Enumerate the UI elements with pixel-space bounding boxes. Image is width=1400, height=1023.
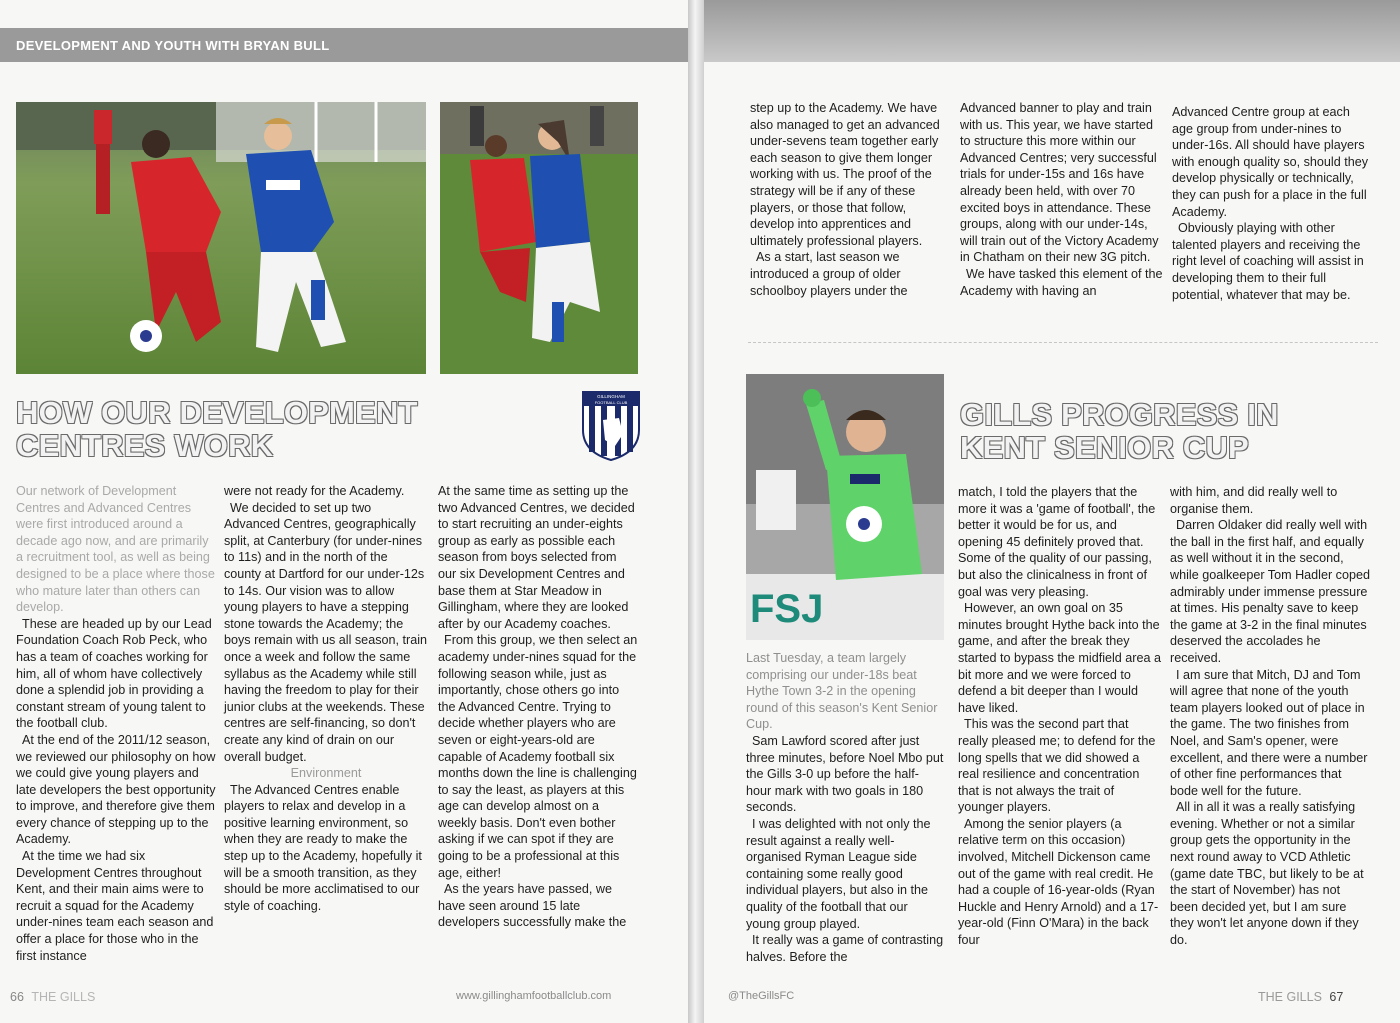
paragraph: All in all it was a really satisfying evening. Whether or not a similar group gets the opportunity in the next round away to VCD Athletic (game date TBC, but likely to be at the start of November) has not been decided yet, but I am sure they won't let anyone down if they do. — [1170, 800, 1364, 948]
paragraph: At the end of the 2011/12 season, we reviewed our philosophy on how we could give young players and late developers the best opportunity to improve, and therefore give them every chance of stepping up to the Academy. — [16, 732, 216, 847]
paragraph: As a start, last season we introduced a group of older schoolboy players under the — [750, 250, 908, 298]
right-bottom-column-1 — [746, 650, 944, 965]
section-title: DEVELOPMENT AND YOUTH WITH BRYAN BULL — [16, 38, 330, 53]
right-footer-mag: THE GILLS — [1258, 990, 1322, 1004]
development-headline — [16, 396, 418, 462]
paragraph: Advanced banner to play and train with us. This year, we have started to structure this more within our Advanced Centres; very successful trials for under-15s and 16s have already been held, with over 70 excited boys in attendance. These groups, along with our under-14s, will train out of the Victory Academy in Chatham on their new 3G pitch. — [960, 101, 1159, 265]
right-top-column-1 — [750, 100, 950, 299]
paragraph: Last Tuesday, a team largely comprising our under-18s beat Hythe Town 3-2 in the opening round of this season's Kent Senior Cup. — [746, 651, 938, 732]
paragraph: These are headed up by our Lead Foundation Coach Rob Peck, who has a team of coaches working for him, all of whom have collectively done a splendid job in providing a constant stream of young talent to the football club. — [16, 616, 212, 731]
paragraph: match, I told the players that the more it was a 'game of football', the better it would be for us, and opening 45 definitely proved that. Some of the quality of our passing, but also the clinicalness in front of goal was very pleasing. — [958, 485, 1156, 599]
club-crest — [581, 390, 641, 462]
headline-line-1: HOW OUR DEVELOPMENT — [16, 395, 418, 430]
match-photo-2 — [440, 102, 638, 374]
right-page — [704, 0, 1400, 1023]
paragraph: I am sure that Mitch, DJ and Tom will agree that none of the youth team players looked out of place in the game. The two finishes from Noel, and Sam's opener, were excellent, and there were a number of other fine performances that bode well for the future. — [1170, 667, 1368, 798]
paragraph: were not ready for the Academy. — [224, 484, 405, 498]
left-page-footer — [10, 990, 95, 1004]
paragraph: At the time we had six Development Centres throughout Kent, and their main aims were to recruit a squad for the Academy under-nines team each season and offer a place for those who in the first instance — [16, 849, 214, 963]
paragraph: Sam Lawford scored after just three minutes, before Noel Mbo put the Gills 3-0 up before the half-hour mark with two goals in 180 seconds. — [746, 733, 944, 815]
paragraph: From this group, we then select an academy under-nines squad for the following season while, just as importantly, chose others go into the Advanced Centre. Trying to decide whether players who are seven or eight-years-old are capable of Academy football six months down the line is challenging to say the least, as players at this age can develop almost on a weekly basis. Don't even bother asking if we can spot if they are going to be a professional at this age, either! — [438, 633, 638, 880]
paragraph: step up to the Academy. We have also managed to get an advanced under-sevens team together early each season to give them longer working with us. The proof of the strategy will be if any of these players, or those that follow, develop into apprentices and ultimately professional players. — [750, 101, 940, 248]
svg-text:FSJ: FSJ — [750, 587, 824, 631]
paragraph: It really was a game of contrasting halves. Before the — [746, 933, 944, 964]
paragraph: As the years have passed, we have seen around 15 late developers successfully make the — [438, 882, 627, 930]
paragraph: with him, and did really well to organise them. — [1170, 485, 1338, 516]
paragraph: The Advanced Centres enable players to relax and develop in a positive learning environment, so when they are ready to make the step up to the Academy, hopefully it will be a smooth transition, as they should be more acclimatised to our style of coaching. — [224, 782, 422, 913]
club-website-url[interactable]: www.gillinghamfootballclub.com — [456, 990, 612, 1002]
twitter-handle[interactable]: @TheGillsFC — [728, 990, 795, 1002]
right-top-column-2 — [960, 100, 1166, 299]
paragraph: This was the second part that really pleased me; to defend for the long spells that we did showed a real resilience and concentration that is not always the trait of younger players. — [958, 717, 1156, 815]
paragraph: Environment — [290, 766, 362, 781]
kent-cup-headline — [960, 398, 1279, 464]
match-photo-1 — [16, 102, 426, 374]
paragraph: Advanced Centre group at each age group from under-nines to under-16s. All should have players with enough quality so, should they develop physically or technically, they can push for a place in the full Academy. — [1172, 105, 1369, 219]
paragraph: Our network of Development Centres and Advanced Centres were first introduced around a decade ago now, and are primarily a recruitment tool, as well as being designed to be a place where those who mature later than others can develop. — [16, 484, 215, 615]
crest-text-1: GILLINGHAM — [597, 394, 625, 399]
right-bottom-column-3 — [1170, 484, 1370, 949]
paragraph: Among the senior players (a relative term on this occasion) involved, Mitchell Dickenson came out of the game with real credit. He had a couple of 16-year-olds (Ryan Huckle and Henry Arnold) and a 17-year-old (Finn O'Mara) in the back four — [958, 816, 1159, 948]
right-page-number: 67 — [1329, 990, 1344, 1004]
paragraph: Obviously playing with other talented players and receiving the right level of coaching will assist in developing them to their full potential, whatever that may be. — [1172, 221, 1364, 302]
spine-gutter — [688, 0, 704, 1023]
left-column-2 — [224, 483, 428, 914]
paragraph: At the same time as setting up the two Advanced Centres, we decided to start recruiting an under-eights group as early as possible each season from boys selected from our six Development Centres and base them at Star Meadow in Gillingham, where they are looked after by our Academy coaches. — [438, 484, 635, 631]
kent-headline-line-2: KENT SENIOR CUP — [960, 430, 1249, 465]
right-top-band — [704, 0, 1400, 62]
section-divider — [748, 342, 1378, 343]
headline-line-2: CENTRES WORK — [16, 428, 274, 463]
kent-headline-line-1: GILLS PROGRESS IN — [960, 397, 1279, 432]
paragraph: I was delighted with not only the result against a really well-organised Ryman League side containing some really good individual players, but also in the quality of the football that our young group played. — [746, 816, 931, 931]
right-bottom-column-2 — [958, 484, 1162, 949]
left-column-3 — [438, 483, 638, 931]
left-column-1 — [16, 483, 216, 964]
paragraph: We have tasked this element of the Academy with having an — [960, 266, 1163, 298]
crest-text-2: FOOTBALL CLUB — [594, 400, 628, 405]
paragraph: Darren Oldaker did really well with the ball in the first half, and equally as well without it in the second, while goalkeeper Tom Hadler coped admirably under immense pressure at times. His penalty save to keep the game at 3-2 in the final minutes deserved the accolades he received. — [1170, 518, 1370, 665]
goalkeeper-photo — [746, 374, 944, 640]
left-page-number: 66 — [10, 990, 24, 1004]
right-top-column-3 — [1172, 104, 1372, 303]
paragraph: We decided to set up two Advanced Centres, geographically split, at Canterbury (for under-nines to 11s) and in the north of the county at Dartford for our under-12s to 14s. Our vision was to allow young players to have a stepping stone towards the Academy; the boys remain with us all season, train once a week and follow the same syllabus as the Academy while still having the freedom to play for their junior clubs at the weekends. These centres are self-financing, so don't create any kind of drain on our overall budget. — [224, 500, 427, 764]
right-page-footer — [1258, 990, 1343, 1004]
left-page — [0, 0, 688, 1023]
left-footer-mag: THE GILLS — [31, 990, 96, 1004]
paragraph: However, an own goal on 35 minutes brought Hythe back into the game, and after the break they started to bypass the midfield area a bit more and we were forced to defend a bit deeper than I would have liked. — [958, 601, 1162, 715]
